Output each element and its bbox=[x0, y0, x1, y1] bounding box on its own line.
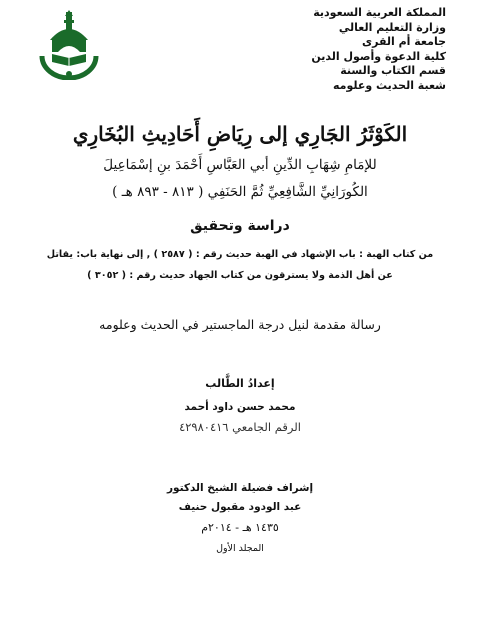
header-line-college: كلية الدعوة وأصول الدين bbox=[311, 49, 446, 63]
institution-header bbox=[226, 6, 446, 94]
publication-date: ١٤٣٥ هـ - ٢٠١٤م bbox=[201, 521, 279, 534]
author-line-2: الكُورَانِيِّ الشَّافِعِيِّ ثُمَّ الحَنَفِي ( ٨١٣ - ٨٩٣ هـ ) bbox=[112, 184, 368, 200]
header-line-university: جامعة أم القرى bbox=[362, 35, 446, 49]
header-line-division: شعبة الحديث وعلومه bbox=[332, 78, 446, 92]
header-line-department: قسم الكتاب والسنة bbox=[340, 64, 446, 78]
university-id: الرقم الجامعي ٤٢٩٨٠٤١٦ bbox=[179, 420, 301, 434]
study-label: دراسة وتحقيق bbox=[190, 218, 290, 234]
scope-line-1: من كتاب الهبة : باب الإشهاد في الهبة حديث رقم : ( ٢٥٨٧ ) , إلى نهاية باب: يقاتل bbox=[46, 249, 434, 260]
university-emblem-icon bbox=[38, 10, 100, 80]
volume-label: المجلد الأول bbox=[216, 543, 264, 554]
scope-line-2: عن أهل الذمة ولا يسترقون من كتاب الجهاد حديث رقم : ( ٣٠٥٢ ) bbox=[87, 270, 393, 281]
preparation-label: إعدادُ الطَّالب bbox=[205, 377, 275, 390]
student-name: محمد حسن داود أحمد bbox=[184, 401, 296, 413]
supervision-label: إشراف فضيلة الشيخ الدكتور bbox=[166, 482, 314, 494]
header-line-country: المملكة العربية السعودية bbox=[313, 6, 446, 19]
header-line-ministry: وزارة التعليم العالي bbox=[338, 20, 446, 34]
thesis-statement: رسالة مقدمة لنيل درجة الماجستير في الحديث وعلومه bbox=[99, 317, 381, 332]
supervisor-name: عبد الودود مقبول حنيف bbox=[178, 501, 302, 513]
book-title: الكَوْثَرُ الجَارِي إلى رِيَاضِ أَحَادِيثِ البُخَارِي bbox=[72, 122, 408, 146]
author-line-1: للإمَامِ شِهَابِ الدِّينِ أبي العَبَّاسِ أَحْمَدَ بنِ إسْمَاعِيلَ bbox=[103, 157, 377, 173]
